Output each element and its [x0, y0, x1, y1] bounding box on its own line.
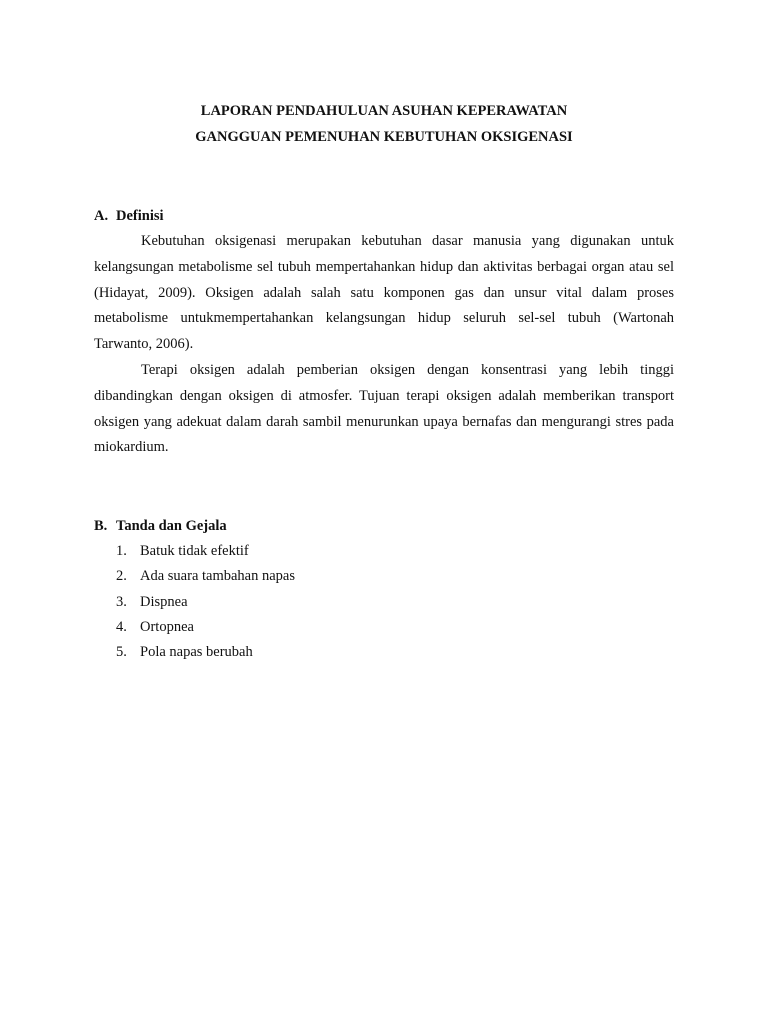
- list-item-number: 2.: [116, 568, 127, 585]
- list-item-text: Dispnea: [140, 593, 188, 610]
- section-definisi: [94, 203, 674, 461]
- list-item: [116, 564, 674, 589]
- list-item-number: 5.: [116, 643, 127, 660]
- section-heading-text: Definisi: [116, 208, 164, 224]
- section-letter: A.: [94, 208, 109, 224]
- list-item: [116, 590, 674, 615]
- document-title-line1: LAPORAN PENDAHULUAN ASUHAN KEPERAWATAN: [200, 103, 568, 119]
- paragraph-definisi-1: Kebutuhan oksigenasi merupakan kebutuhan dasar manusia yang digunakan untuk kelangsungan metabolisme sel tubuh mempertahankan hidup dan aktivitas berbagai organ atau sel (Hidayat, 2009). Oksigen adalah salah satu komponen gas dan unsur vital dalam proses metabolisme untukmempertahankan kelangsungan hidup seluruh sel-sel tubuh (Wartonah Tarwanto, 2006).: [94, 233, 674, 353]
- list-item-number: 3.: [116, 593, 127, 610]
- section-heading-tanda-gejala: [94, 513, 674, 539]
- section-tanda-gejala: [94, 513, 674, 665]
- list-item: [116, 539, 674, 564]
- section-letter: B.: [94, 518, 108, 535]
- list-item-text: Ortopnea: [140, 618, 194, 635]
- list-item: [116, 640, 674, 665]
- section-heading-definisi: [94, 203, 674, 229]
- list-item-text: Pola napas berubah: [140, 643, 253, 660]
- section-heading-text: Tanda dan Gejala: [116, 518, 227, 535]
- list-item-number: 4.: [116, 618, 127, 635]
- list-item-number: 1.: [116, 543, 127, 560]
- paragraph-definisi-2: Terapi oksigen adalah pemberian oksigen dengan konsentrasi yang lebih tinggi dibandingkan dengan oksigen di atmosfer. Tujuan terapi oksigen adalah memberikan transport oksigen yang adekuat dalam darah sambil menurunkan upaya bernafas dan mengurangi stres pada miokardium.: [94, 361, 674, 456]
- symptom-list: [116, 539, 674, 665]
- list-item: [116, 615, 674, 640]
- list-item-text: Ada suara tambahan napas: [140, 568, 296, 585]
- document-title-line2: GANGGUAN PEMENUHAN KEBUTUHAN OKSIGENASI: [195, 129, 573, 145]
- list-item-text: Batuk tidak efektif: [140, 543, 249, 560]
